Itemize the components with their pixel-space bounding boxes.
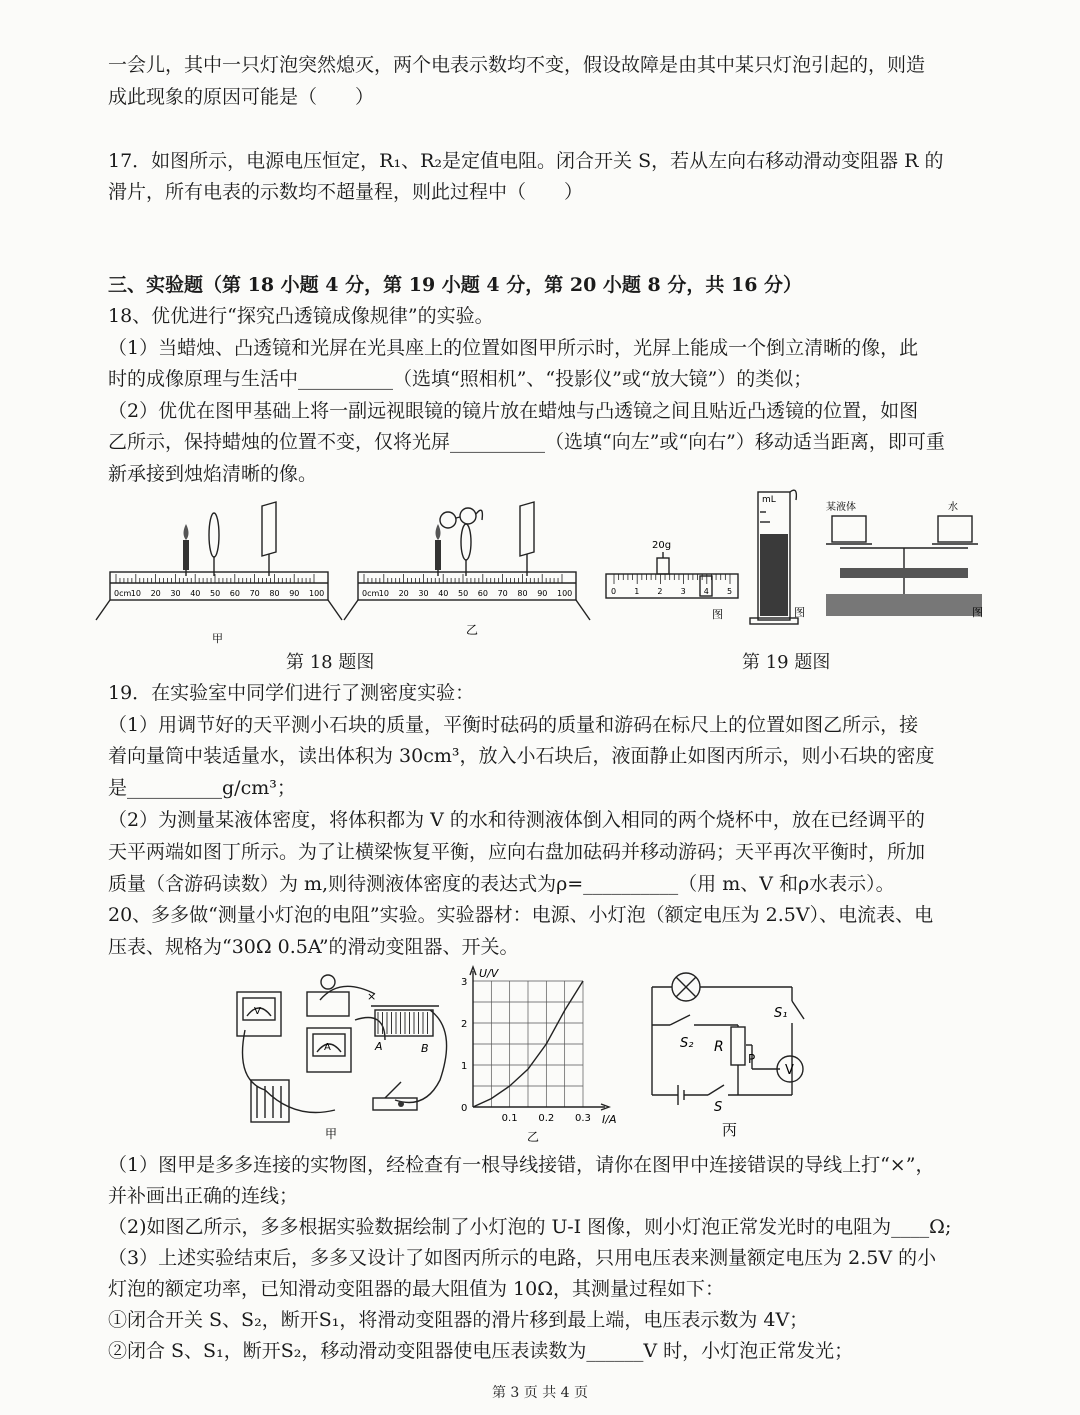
- bench-jia-scale-label: 10: [130, 589, 141, 598]
- balance-ruler-yi: [606, 540, 738, 621]
- battery-physical: [251, 1080, 289, 1122]
- q18-line2: （1）当蜡烛、凸透镜和光屏在光具座上的位置如图甲所示时，光屏上能成一个倒立清晰的像，此: [108, 337, 919, 359]
- fig18-label-yi: 乙: [466, 623, 479, 637]
- label-r: R: [714, 1039, 724, 1055]
- switch-s1: [792, 1001, 804, 1019]
- balance-scale-label: 0: [611, 587, 617, 596]
- bench-yi-scale-label: 20: [398, 589, 409, 598]
- balance-scale-label: 1: [634, 587, 640, 596]
- balance-scale-label: 4: [703, 587, 709, 596]
- q19-line4: 是__________g/cm³；: [108, 777, 296, 799]
- cylinder-unit: mL: [762, 495, 776, 505]
- candle-yi: [435, 524, 441, 576]
- q17-line2: 滑片，所有电表的示数均不超量程，则此过程中（ ）: [108, 181, 584, 203]
- label-s1: S₁: [774, 1006, 788, 1021]
- bench-yi-scale-label: 60: [477, 589, 488, 598]
- q19-line2: （1）用调节好的天平测小石块的质量，平衡时砝码的质量和游码在标尺上的位置如图乙所示，接: [108, 714, 919, 736]
- chart-xlabel: I/A: [602, 1113, 617, 1126]
- candle-jia: [183, 524, 189, 576]
- bench-jia-scale-label: 70: [249, 589, 260, 598]
- q20-line9: ②闭合 S、S₁，断开S₂，移动滑动变阻器使电压表读数为______V 时，小灯泡正常发光；: [108, 1340, 854, 1362]
- beaker-left: [832, 516, 866, 542]
- q18-line6: 新承接到烛焰清晰的像。: [108, 463, 318, 485]
- optical-bench-jia: [96, 502, 342, 620]
- y-tick-label: 2: [461, 1019, 468, 1030]
- fig18-label-jia: 甲: [212, 632, 223, 645]
- q18-line4: （2）优优在图甲基础上将一副远视眼镜的镜片放在蜡烛与凸透镜之间且贴近凸透镜的位置，如图: [108, 400, 919, 422]
- switch-s: [708, 1085, 724, 1095]
- switch-physical: [373, 1082, 417, 1110]
- cross-mark: ×: [367, 990, 377, 1003]
- q20-line2: 压表、规格为“30Ω 0.5A”的滑动变阻器、开关。: [108, 936, 519, 958]
- ammeter-symbol: A: [324, 1042, 331, 1053]
- q18-line3: 时的成像原理与生活中__________（选填“照相机”、“投影仪”或“放大镜”）的类似；: [108, 368, 813, 390]
- q19-line1: 19．在实验室中同学们进行了测密度实验：: [108, 682, 475, 704]
- figure-19: [600, 482, 992, 632]
- balance-scale-label: 5: [727, 587, 733, 596]
- x-tick-label: 0.1: [501, 1113, 518, 1124]
- screen-yi: [520, 502, 534, 576]
- figure-20-jia: [225, 970, 468, 1145]
- figure-18: [90, 490, 610, 650]
- bench-yi-scale-label: 0cm: [362, 589, 380, 598]
- figure-20-bing: [640, 965, 830, 1140]
- bench-yi-scale-label: 100: [557, 589, 573, 598]
- q18-line5: 乙所示，保持蜡烛的位置不变，仅将光屏__________（选填“向左”或“向右”）移动适当距离，即可重: [108, 431, 945, 453]
- bench-yi-scale-label: 70: [497, 589, 508, 598]
- q17-line1: 17．如图所示，电源电压恒定，R₁、R₂是定值电阻。闭合开关 S，若从左向右移动滑动变阻器 R 的: [108, 150, 944, 172]
- page-footer: 第 3 页 共 4 页: [491, 1385, 589, 1401]
- fig20-label-bing: 丙: [722, 1121, 738, 1139]
- bench-yi-scale-label: 30: [418, 589, 429, 598]
- y-tick-label: 0: [461, 1103, 468, 1114]
- bulb-physical: [307, 975, 349, 1016]
- fig20-label-yi: 乙: [527, 1130, 540, 1144]
- fig19-caption: 第 19 题图: [742, 652, 831, 673]
- weight-20g-label: 20g: [652, 540, 672, 551]
- weight-20g: [657, 558, 669, 574]
- ammeter-physical: [307, 1028, 351, 1072]
- glasses-yi: [440, 508, 482, 528]
- chart-axes: [470, 967, 609, 1110]
- bench-jia-scale-label: 90: [289, 589, 300, 598]
- bench-jia-scale-label: 80: [269, 589, 280, 598]
- label-s2: S₂: [680, 1036, 694, 1051]
- q19-line3: 着向量筒中装适量水，读出体积为 30cm³，放入小石块后，液面静止如图丙所示，则小石块的密度: [108, 745, 935, 767]
- q20-line3: （1）图甲是多多连接的实物图，经检查有一根导线接错，请你在图甲中连接错误的导线上打“×”，: [108, 1154, 935, 1176]
- fig18-caption: 第 18 题图: [286, 652, 375, 673]
- beaker-right-label: 水: [948, 502, 958, 513]
- voltmeter-physical: [237, 992, 281, 1036]
- measuring-cylinder: [750, 490, 805, 624]
- bench-jia-scale-label: 40: [190, 589, 201, 598]
- q19-line7: 质量（含游码读数）为 m,则待测液体密度的表达式为ρ=__________（用 m、V 和ρ水表示）。: [108, 873, 895, 895]
- fig19-label-yi: 图: [712, 608, 723, 621]
- lens-jia: [209, 513, 219, 576]
- two-pan-balance: [826, 500, 983, 619]
- q20-line6: （3）上述实验结束后，多多又设计了如图丙所示的电路，只用电压表来测量额定电压为 2.5V 的小: [108, 1247, 937, 1269]
- q20-line7: 灯泡的额定功率，已知滑动变阻器的最大阻值为 10Ω，其测量过程如下：: [108, 1278, 724, 1300]
- balance-scale-label: 2: [657, 587, 663, 596]
- beaker-left-label: 某液体: [826, 502, 856, 513]
- fig19-label-ding: 图: [972, 606, 983, 619]
- optical-bench-yi: [344, 502, 590, 620]
- q20-line5: （2)如图乙所示，多多根据实验数据绘制了小灯泡的 U-I 图像，则小灯泡正常发光时的电阻为____Ω;: [108, 1216, 952, 1238]
- bench-jia-scale-label: 60: [229, 589, 240, 598]
- section-3-heading: 三、实验题（第 18 小题 4 分，第 19 小题 4 分，第 20 小题 8 分，共 16 分）: [108, 274, 803, 296]
- q19-line5: （2）为测量某液体密度，将体积都为 V 的水和待测液体倒入相同的两个烧杯中，放在已经调平的: [108, 809, 925, 831]
- x-tick-label: 0.3: [575, 1113, 591, 1124]
- bench-yi-scale-label: 50: [458, 589, 469, 598]
- switch-s2: [670, 1015, 690, 1025]
- x-tick-label: 0.2: [538, 1113, 555, 1124]
- terminal-a: A: [375, 1040, 383, 1053]
- voltmeter-symbol: V: [254, 1006, 261, 1017]
- bench-jia-scale-label: 20: [150, 589, 161, 598]
- label-v: V: [785, 1063, 794, 1078]
- label-s: S: [714, 1100, 723, 1115]
- bench-jia-scale-label: 100: [309, 589, 325, 598]
- bench-jia-scale-label: 50: [210, 589, 221, 598]
- chart-ylabel: U/V: [479, 967, 499, 980]
- q20-line8: ①闭合开关 S、S₂，断开S₁，将滑动变阻器的滑片移到最上端，电压表示数为 4V；: [108, 1309, 809, 1331]
- bench-yi-scale-label: 80: [517, 589, 528, 598]
- q16-line1: 一会儿，其中一只灯泡突然熄灭，两个电表示数均不变，假设故障是由其中某只灯泡引起的，则造: [108, 54, 926, 76]
- bench-yi-scale-label: 90: [537, 589, 548, 598]
- label-p: P: [748, 1052, 756, 1066]
- beaker-right: [938, 516, 972, 542]
- fig19-label-bing: 图: [794, 606, 805, 619]
- bench-jia-scale-label: 30: [170, 589, 181, 598]
- rheostat-physical: [367, 990, 439, 1055]
- q20-line4: 并补画出正确的连线；: [108, 1185, 299, 1207]
- fig20-label-jia: 甲: [325, 1127, 338, 1141]
- figure-20-yi-chart: [455, 965, 630, 1147]
- bench-yi-scale-label: 40: [438, 589, 449, 598]
- q20-line1: 20、多多做“测量小灯泡的电阻”实验。实验器材：电源、小灯泡（额定电压为 2.5V）、电流表、电: [108, 904, 934, 926]
- chart-grid: [473, 981, 583, 1107]
- y-tick-label: 1: [461, 1061, 468, 1072]
- rheostat-symbol: [731, 1027, 745, 1065]
- screen-jia: [262, 502, 276, 576]
- terminal-b: B: [421, 1042, 429, 1055]
- q16-line2: 成此现象的原因可能是（ ）: [108, 86, 375, 108]
- bench-jia-scale-label: 0cm: [114, 589, 132, 598]
- q18-line1: 18、优优进行“探究凸透镜成像规律”的实验。: [108, 305, 494, 327]
- y-tick-label: 3: [461, 977, 468, 988]
- bench-yi-scale-label: 10: [378, 589, 389, 598]
- balance-scale-label: 3: [680, 587, 686, 596]
- q19-line6: 天平两端如图丁所示。为了让横梁恢复平衡，应向右盘加砝码并移动游码；天平再次平衡时，所加: [108, 841, 926, 863]
- lens-yi: [461, 524, 471, 576]
